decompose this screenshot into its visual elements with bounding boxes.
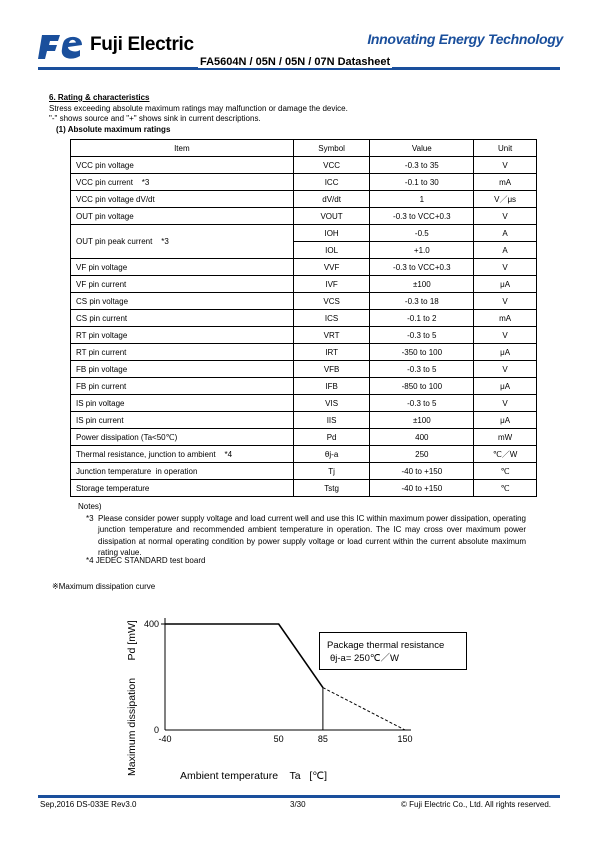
section-title: 6. Rating & characteristics	[49, 93, 150, 102]
cell-value: 250	[370, 446, 474, 463]
cell-value: -40 to +150	[370, 480, 474, 497]
cell-value: -0.3 to 18	[370, 293, 474, 310]
cell-symbol: VIS	[293, 395, 370, 412]
cell-value: -0.3 to VCC+0.3	[370, 208, 474, 225]
series-line-0	[165, 624, 323, 688]
cell-symbol: ICS	[293, 310, 370, 327]
cell-value: -0.3 to 5	[370, 327, 474, 344]
cell-value: 1	[370, 191, 474, 208]
table-row	[71, 344, 537, 361]
cell-unit: mW	[474, 429, 537, 446]
note-4: *4 JEDEC STANDARD test board	[86, 556, 206, 565]
cell-symbol: IOH	[293, 225, 370, 242]
cell-symbol: IIS	[293, 412, 370, 429]
cell-unit: V	[474, 259, 537, 276]
footer-doc-id: Sep,2016 DS-033E Rev3.0	[40, 800, 137, 809]
table-row	[71, 378, 537, 395]
cell-value: -850 to 100	[370, 378, 474, 395]
table-row	[71, 463, 537, 480]
cell-unit: V	[474, 395, 537, 412]
footer-page-number: 3/30	[290, 800, 306, 809]
cell-symbol: Tstg	[293, 480, 370, 497]
cell-unit: V	[474, 327, 537, 344]
cell-item: FB pin current	[71, 378, 294, 395]
cell-unit: V	[474, 208, 537, 225]
cell-item: Storage temperature	[71, 480, 294, 497]
cell-item: OUT pin peak current *3	[71, 225, 294, 259]
cell-symbol: ICC	[293, 174, 370, 191]
table-row	[71, 208, 537, 225]
cell-symbol: VCS	[293, 293, 370, 310]
header-item: Item	[71, 140, 294, 157]
cell-symbol: VCC	[293, 157, 370, 174]
thermal-box-line-1: Package thermal resistance	[327, 640, 445, 651]
cell-unit: V	[474, 361, 537, 378]
cell-item: OUT pin voltage	[71, 208, 294, 225]
x-tick-label: -40	[158, 734, 172, 744]
cell-symbol: VFB	[293, 361, 370, 378]
cell-symbol: θj-a	[293, 446, 370, 463]
cell-unit: μA	[474, 276, 537, 293]
cell-value: -0.3 to 35	[370, 157, 474, 174]
cell-item: RT pin current	[71, 344, 294, 361]
cell-symbol: dV/dt	[293, 191, 370, 208]
cell-item: CS pin current	[71, 310, 294, 327]
series-line-1	[323, 688, 405, 730]
notes-heading: Notes)	[78, 502, 102, 511]
cell-item: Junction temperature in operation	[71, 463, 294, 480]
cell-item: RT pin voltage	[71, 327, 294, 344]
section-line-1: Stress exceeding absolute maximum ratings may malfunction or damage the device.	[49, 104, 348, 113]
table-row	[71, 412, 537, 429]
cell-symbol: VRT	[293, 327, 370, 344]
cell-symbol: VOUT	[293, 208, 370, 225]
cell-unit: ℃	[474, 480, 537, 497]
brand-name: Fuji Electric	[90, 34, 194, 55]
cell-unit: V	[474, 157, 537, 174]
table-row	[71, 225, 537, 242]
cell-item: VF pin voltage	[71, 259, 294, 276]
table-subtitle: (1) Absolute maximum ratings	[56, 125, 171, 134]
cell-value: 400	[370, 429, 474, 446]
table-header-row	[71, 140, 537, 157]
dissipation-chart	[110, 600, 470, 785]
table-row	[71, 174, 537, 191]
cell-symbol: VVF	[293, 259, 370, 276]
cell-value: -0.1 to 2	[370, 310, 474, 327]
table-row	[71, 157, 537, 174]
footer-rule	[38, 795, 560, 798]
header-unit: Unit	[474, 140, 537, 157]
cell-unit: V／μs	[474, 191, 537, 208]
x-tick-label: 85	[317, 734, 328, 744]
table-row	[71, 310, 537, 327]
cell-item: VCC pin voltage	[71, 157, 294, 174]
footer-copyright: © Fuji Electric Co., Ltd. All rights reserved.	[401, 800, 551, 809]
cell-value: +1.0	[370, 242, 474, 259]
cell-unit: V	[474, 293, 537, 310]
cell-value: ±100	[370, 276, 474, 293]
curve-title: ※Maximum dissipation curve	[52, 582, 156, 591]
cell-unit: μA	[474, 344, 537, 361]
table-row	[71, 429, 537, 446]
note-3-text: Please consider power supply voltage and load current well and use this IC within maximum power dissipation, operating junction temperature and recommended ambient temperature in operation. The IC may cross over maximum power dissipation at normal operating condition by power supply voltage or load current within the current absolute maximum rating value.	[98, 514, 526, 557]
table-row	[71, 480, 537, 497]
cell-symbol: IFB	[293, 378, 370, 395]
cell-value: -40 to +150	[370, 463, 474, 480]
header-symbol: Symbol	[293, 140, 370, 157]
cell-unit: μA	[474, 378, 537, 395]
cell-symbol: IRT	[293, 344, 370, 361]
note-3	[86, 513, 526, 558]
cell-value: -0.3 to 5	[370, 361, 474, 378]
doc-title: FA5604N / 05N / 05N / 07N Datasheet	[200, 56, 391, 68]
cell-value: -0.3 to VCC+0.3	[370, 259, 474, 276]
cell-item: Power dissipation (Ta<50℃)	[71, 429, 294, 446]
cell-symbol: IOL	[293, 242, 370, 259]
fuji-logo	[38, 31, 86, 61]
cell-value: -0.1 to 30	[370, 174, 474, 191]
table-row	[71, 446, 537, 463]
cell-unit: ℃	[474, 463, 537, 480]
thermal-resistance-box	[319, 632, 467, 670]
cell-symbol: IVF	[293, 276, 370, 293]
table-row	[71, 293, 537, 310]
table-row	[71, 327, 537, 344]
y-tick-label: 400	[143, 619, 159, 629]
x-tick-label: 50	[273, 734, 284, 744]
note-3-label: *3	[86, 514, 94, 523]
y-axis-label: Maximum dissipation Pd [mW]	[126, 620, 138, 776]
absolute-max-ratings-table	[70, 139, 537, 497]
table-row	[71, 259, 537, 276]
cell-unit: mA	[474, 174, 537, 191]
cell-item: CS pin voltage	[71, 293, 294, 310]
cell-symbol: Pd	[293, 429, 370, 446]
cell-value: ±100	[370, 412, 474, 429]
cell-item: Thermal resistance, junction to ambient *4	[71, 446, 294, 463]
tagline: Innovating Energy Technology	[367, 31, 563, 47]
cell-symbol: Tj	[293, 463, 370, 480]
header-value: Value	[370, 140, 474, 157]
cell-unit: ℃／W	[474, 446, 537, 463]
cell-value: -0.5	[370, 225, 474, 242]
cell-unit: mA	[474, 310, 537, 327]
x-tick-label: 150	[397, 734, 413, 744]
cell-unit: A	[474, 242, 537, 259]
table-row	[71, 361, 537, 378]
y-tick-label: 0	[153, 725, 159, 735]
x-axis-label: Ambient temperature Ta [℃]	[180, 770, 327, 782]
cell-item: IS pin voltage	[71, 395, 294, 412]
table-row	[71, 276, 537, 293]
section-line-2: "-" shows source and "+" shows sink in current descriptions.	[49, 114, 261, 123]
cell-item: FB pin voltage	[71, 361, 294, 378]
cell-value: -350 to 100	[370, 344, 474, 361]
thermal-box-line-2: θj-a= 250℃／W	[330, 653, 400, 664]
table-row	[71, 395, 537, 412]
table-row	[71, 191, 537, 208]
cell-item: IS pin current	[71, 412, 294, 429]
cell-item: VCC pin voltage dV/dt	[71, 191, 294, 208]
cell-item: VCC pin current *3	[71, 174, 294, 191]
cell-item: VF pin current	[71, 276, 294, 293]
fe-logo-icon	[38, 31, 86, 61]
cell-unit: μA	[474, 412, 537, 429]
cell-value: -0.3 to 5	[370, 395, 474, 412]
cell-unit: A	[474, 225, 537, 242]
